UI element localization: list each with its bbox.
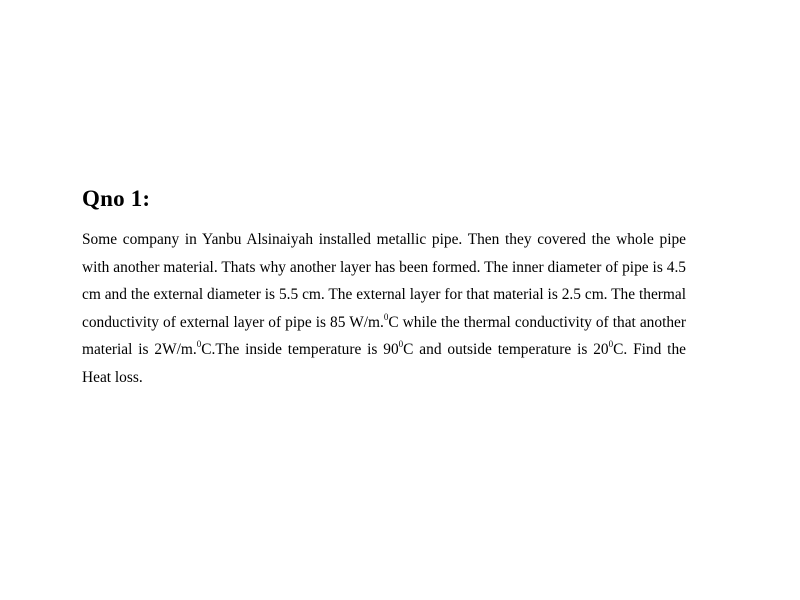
question-text-part-5: C. Find the Heat loss. xyxy=(82,341,686,386)
question-block xyxy=(82,184,686,392)
question-text-part-3: C.The inside temperature is 90 xyxy=(201,341,399,359)
question-text-part-1: Some company in Yanbu Alsinaiyah installed metallic pipe. Then they covered the whole pipe with another material. Thats why another layer has been formed. The inner diameter of pipe is 4.5 cm and the external diameter is 5.5 cm. The external layer for that material is 2.5 cm. The thermal conductivity of external layer of pipe is 85 W/m. xyxy=(82,231,686,331)
question-title: Qno 1: xyxy=(82,186,151,211)
degree-superscript-4: 0 xyxy=(608,339,614,350)
degree-superscript-1: 0 xyxy=(383,311,389,322)
degree-superscript-3: 0 xyxy=(398,339,404,350)
question-text-part-2: C while the thermal conductivity of that another material is 2W/m. xyxy=(82,313,687,359)
degree-superscript-2: 0 xyxy=(196,339,202,350)
question-text xyxy=(82,226,686,392)
question-text-part-4: C and outside temperature is 20 xyxy=(403,341,609,359)
